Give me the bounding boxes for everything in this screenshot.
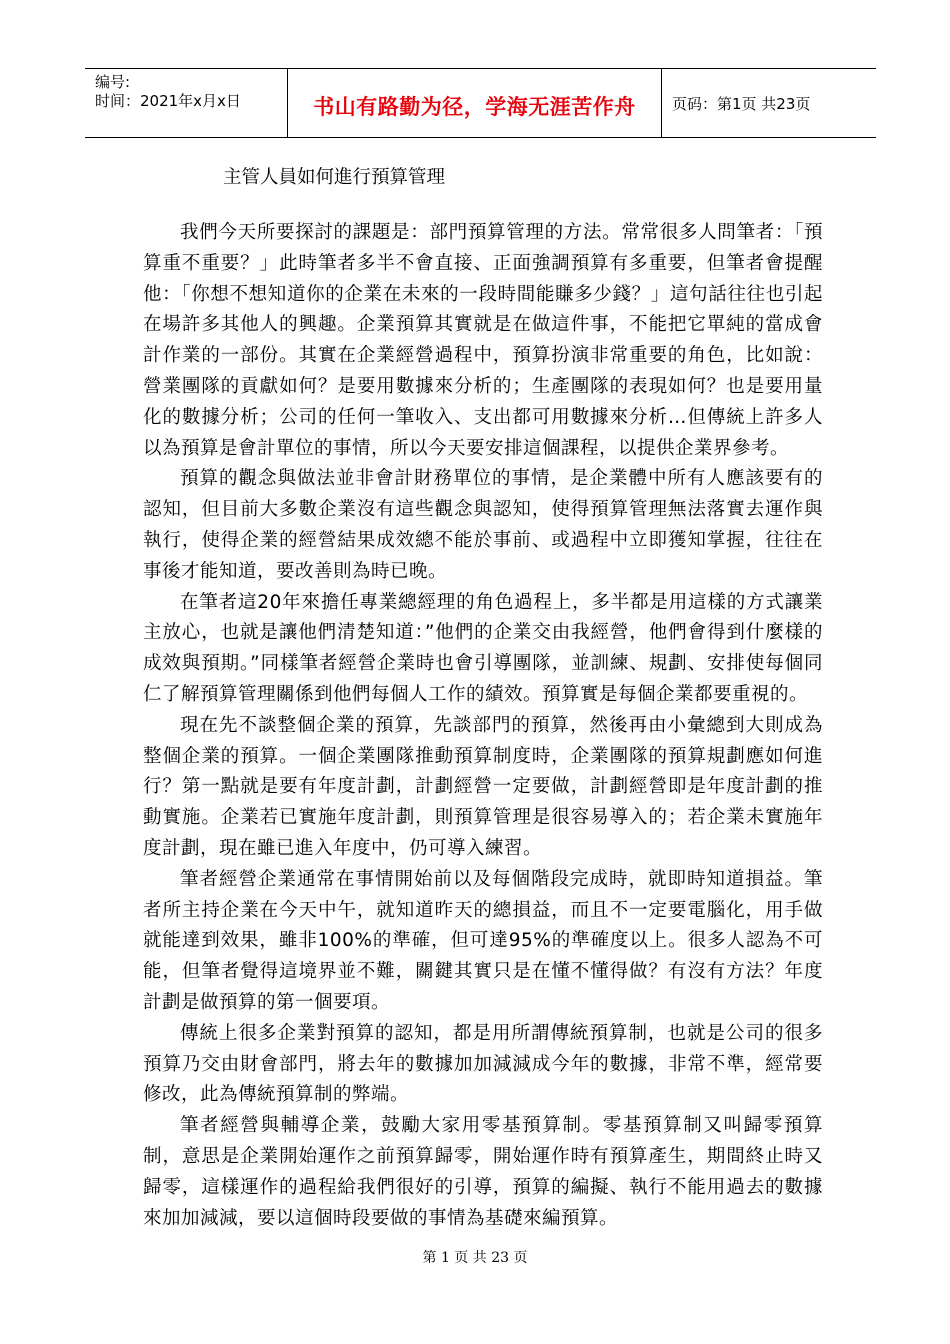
header-motto: 书山有路勤为径，学海无涯苦作舟 bbox=[313, 95, 636, 119]
body-paragraph: 傳統上很多企業對預算的認知，都是用所謂傳統預算制，也就是公司的很多預算乃交由財會部門，將去年的數據加加減減成今年的數據，非常不準，經常要修改，此為傳統預算制的弊端。 bbox=[143, 1022, 823, 1106]
document-title: 主管人員如何進行預算管理 bbox=[223, 167, 446, 188]
document-body bbox=[143, 218, 823, 1234]
document-number-label: 编号: bbox=[95, 73, 131, 91]
header-meta-cell bbox=[85, 69, 287, 137]
header-motto-cell bbox=[287, 69, 662, 137]
header-page-cell bbox=[662, 69, 876, 137]
body-paragraph: 在筆者這20年來擔任專業總經理的角色過程上，多半都是用這樣的方式讓業主放心，也就是讓他們清楚知道：”他們的企業交由我經營，他們會得到什麼樣的成效與預期。”同樣筆者經營企業時也會引導團隊，並訓練、規劃、安排使每個同仁了解預算管理關係到他們每個人工作的績效。預算實是每個企業都要重視的。 bbox=[143, 591, 823, 705]
body-paragraph: 預算的觀念與做法並非會計財務單位的事情，是企業體中所有人應該要有的認知，但目前大多數企業沒有這些觀念與認知，使得預算管理無法落實去運作與執行，使得企業的經營結果成效總不能於事前、或過程中立即獲知掌握，往往在事後才能知道，要改善則為時已晚。 bbox=[143, 468, 823, 582]
document-time-label: 时间：2021年x月x日 bbox=[95, 92, 241, 110]
document-header bbox=[85, 68, 876, 138]
page-footer: 第 1 页 共 23 页 bbox=[422, 1250, 528, 1266]
body-paragraph: 現在先不談整個企業的預算，先談部門的預算，然後再由小彙總到大則成為整個企業的預算。一個企業團隊推動預算制度時，企業團隊的預算規劃應如何進行？第一點就是要有年度計劃，計劃經營一定要做，計劃經營即是年度計劃的推動實施。企業若已實施年度計劃，則預算管理是很容易導入的；若企業未實施年度計劃，現在雖已進入年度中，仍可導入練習。 bbox=[143, 714, 823, 859]
body-paragraph: 我們今天所要探討的課題是：部門預算管理的方法。常常很多人問筆者：「預算重不重要？」此時筆者多半不會直接、正面強調預算有多重要，但筆者會提醒他：「你想不想知道你的企業在未來的一段時間能賺多少錢？」這句話往往也引起在場許多其他人的興趣。企業預算其實就是在做這件事，不能把它單純的當成會計作業的一部份。其實在企業經營過程中，預算扮演非常重要的角色，比如說：營業團隊的貢獻如何？是要用數據來分析的；生產團隊的表現如何？也是要用量化的數據分析；公司的任何一筆收入、支出都可用數據來分析…但傳統上許多人以為預算是會計單位的事情，所以今天要安排這個課程，以提供企業界參考。 bbox=[143, 222, 823, 459]
header-page-info: 页码：第1页 共23页 bbox=[672, 95, 811, 113]
body-paragraph: 筆者經營企業通常在事情開始前以及每個階段完成時，就即時知道損益。筆者所主持企業在今天中午，就知道昨天的總損益，而且不一定要電腦化，用手做就能達到效果，雖非100%的準確，但可達95%的準確度以上。很多人認為不可能，但筆者覺得這境界並不難，關鍵其實只是在懂不懂得做？有沒有方法？年度計劃是做預算的第一個要項。 bbox=[143, 868, 823, 1013]
body-paragraph: 筆者經營與輔導企業，鼓勵大家用零基預算制。零基預算制又叫歸零預算制，意思是企業開始運作之前預算歸零，開始運作時有預算產生，期間終止時又歸零，這樣運作的過程給我們很好的引導，預算的編擬、執行不能用過去的數據來加加減減，要以這個時段要做的事情為基礎來編預算。 bbox=[143, 1115, 823, 1229]
